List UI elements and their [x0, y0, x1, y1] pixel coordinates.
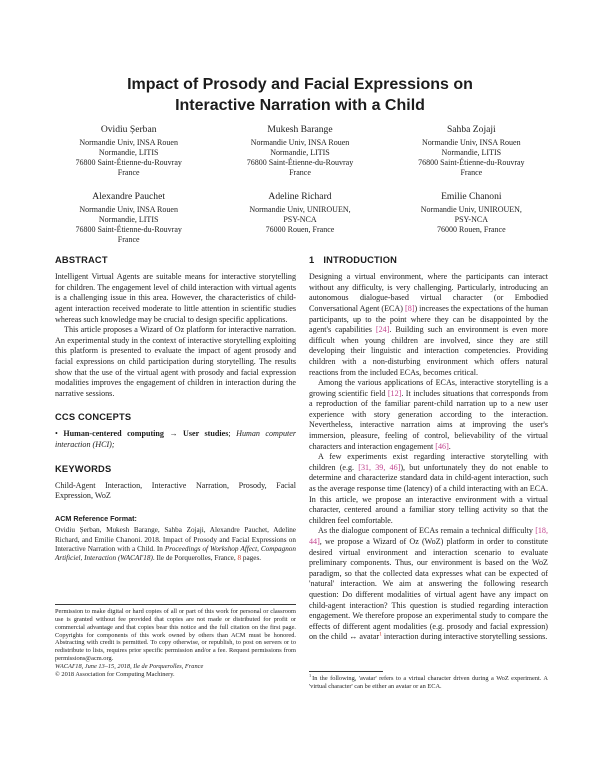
text-run: Among the various applications of ECAs, interactive storytelling is a growing scientific field — [309, 378, 548, 398]
section-heading-introduction — [309, 255, 548, 266]
text-run: ; — [228, 429, 237, 439]
section-heading-keywords: KEYWORDS — [55, 463, 112, 474]
acm-reference-heading: ACM Reference Format: — [55, 513, 137, 523]
text-run: ), but unfortunately they do not enable to determine and characterize standard data in child-agent interaction, such as the average response time (latency) of a child interacting with an ECA. In this article, we propose an interactive environment with a virtual character, centered around a familiar story telling activity so that the children feel comfortable. — [309, 462, 548, 525]
footnote-mark-link[interactable]: 1 — [379, 631, 382, 638]
abstract-paragraph: Intelligent Virtual Agents are suitable means for interactive storytelling for children. The engagement level of child interaction with virtual agents is a challenging issue in this area. However, the characteristics of child-agent interaction received moderate to little attention in scientific studies whereas such knowledge may be crucial to design specific applications. — [55, 272, 296, 324]
author-grid — [48, 124, 552, 245]
affiliation-line: Normandie Univ, INSA Rouen — [79, 137, 178, 147]
affiliation-line: 76800 Saint-Étienne-du-Rouvray — [246, 157, 354, 167]
footnote-mark: 1 — [309, 672, 312, 678]
paper-title — [0, 74, 600, 117]
permission-block — [55, 604, 296, 679]
permission-text: Permission to make digital or hard copies of all or part of this work for personal or classroom use is granted without fee provided that copies are not made or distributed for profit or commercial advantage and that copies bear this notice and the full citation on the first page. Copyrights for components of this work owned by others than ACM must be honored. Abstracting with credit is permitted. To copy otherwise, or republish, to post on servers or to redistribute to lists, requires prior specific permission and/or a fee. Request permissions from permissions@acm.org. — [55, 608, 296, 663]
citation-link[interactable]: [24] — [375, 325, 390, 335]
citation-link[interactable]: [12] — [387, 388, 402, 398]
right-column — [309, 255, 548, 643]
intro-paragraph — [309, 272, 548, 378]
left-column — [55, 255, 296, 563]
author-block — [219, 191, 380, 245]
intro-paragraph — [309, 378, 548, 452]
text-run: . Ile de Porquerolles, France, — [152, 553, 238, 562]
affiliation-line: Normandie, LITIS — [441, 147, 502, 157]
author-name: Emilie Chanoni — [441, 191, 502, 203]
citation-link[interactable]: [31, 39, 46] — [358, 462, 401, 472]
footnote-text: In the following, 'avatar' refers to a virtual character driven during a WoZ experiment. A 'virtual character' can be either an avatar or an ECA. — [309, 675, 548, 691]
affiliation-line: Normandie Univ, INSA Rouen — [79, 204, 178, 214]
section-heading-abstract: ABSTRACT — [55, 255, 108, 265]
affiliation-line: France — [289, 167, 311, 177]
text-run: pages. — [241, 553, 262, 562]
author-name: Ovidiu Șerban — [100, 124, 157, 135]
footnote-rule — [309, 671, 383, 672]
author-name: Mukesh Barange — [267, 124, 333, 135]
affiliation-line: 76000 Rouen, France — [265, 224, 335, 234]
paper-title-text: Impact of Prosody and Facial Expressions on Interactive Narration with a Child — [127, 76, 473, 115]
citation-link[interactable]: [46] — [435, 441, 449, 451]
affiliation-line: Normandie Univ, INSA Rouen — [250, 137, 350, 147]
text-run: Proceedings of Workshop Affect, Compagnon Artificiel, Interaction (WACAI'18) — [55, 544, 296, 562]
affiliation-line: 76800 Saint-Étienne-du-Rouvray — [75, 157, 182, 167]
author-block — [48, 191, 209, 245]
text-run: As the dialogue component of ECAs remain a technical difficulty — [318, 526, 536, 536]
ccs-concepts-line — [55, 429, 296, 450]
citation-link[interactable]: [18, 44] — [309, 526, 548, 546]
affiliation-line: Normandie, LITIS — [98, 147, 159, 157]
author-block — [391, 124, 552, 178]
text-run: A few experiments exist regarding interactive storytelling with children (e.g. — [309, 452, 548, 472]
affiliation-line: Normandie Univ, UNIROUEN, — [249, 204, 351, 214]
footnote-block — [309, 671, 548, 691]
affiliation-line: France — [460, 167, 483, 177]
author-block — [391, 191, 552, 245]
section-title: INTRODUCTION — [323, 255, 398, 265]
text-run: Designing a virtual environment, where the participants can interact without any difficulty, is very challenging. Particularly, introducing an autonomous dialogue-based virtual character (or Embodied Conversational Agent (ECA) — [309, 272, 548, 313]
acm-reference-text — [55, 526, 296, 563]
affiliation-line: Normandie Univ, UNIROUEN, — [420, 204, 522, 214]
affiliation-line: Normandie, LITIS — [98, 214, 159, 224]
author-affiliation — [219, 138, 380, 179]
affiliation-line: 76800 Saint-Étienne-du-Rouvray — [418, 157, 525, 167]
author-name: Alexandre Pauchet — [92, 191, 166, 203]
affiliation-line: 76000 Rouen, France — [436, 224, 506, 234]
affiliation-line: Normandie, LITIS — [270, 147, 330, 157]
copyright-line: © 2018 Association for Computing Machinery. — [55, 670, 175, 678]
page-count-link[interactable]: 8 — [237, 553, 242, 562]
author-block — [219, 124, 380, 178]
affiliation-line: France — [117, 235, 140, 245]
author-affiliation — [48, 205, 209, 246]
keywords-text: Child-Agent Interaction, Interactive Narration, Prosody, Facial Expression, WoZ — [55, 480, 296, 501]
author-name: Sahba Zojaji — [446, 124, 496, 135]
author-name: Adeline Richard — [268, 191, 332, 203]
text-run: User studies — [183, 429, 229, 439]
text-run: Human-centered computing — [63, 429, 164, 439]
conference-line: WACAI'18, June 13–15, 2018, Ile de Porquerolles, France — [55, 663, 204, 671]
affiliation-line: PSY-NCA — [283, 214, 317, 224]
text-run: → — [163, 429, 184, 439]
text-run: . It includes situations that corresponds from a reproduction of the familiar parent-child narration up to a new user experience with story generation according to the interaction. Nevertheless, interactive narration aims at improving the user's immersion, pleasure, feeling of control, believability of the virtual characters and interaction engagement — [309, 388, 548, 451]
text-run: . Building such an environment is even more difficult when young children are involved, since they are still developing their linguistic and interaction competencies. Providing children with a non-disturbing environment which offers natural reactions from the included ECAs, becomes critical. — [309, 325, 548, 377]
text-run: interaction during interactive storytelling sessions. — [381, 632, 548, 642]
abstract-paragraph: This article proposes a Wizard of Oz platform for interactive narration. An experimental study in the context of interactive storytelling exploiting this platform is presented to evaluate the impact of agent prosody and facial expressions on child participation during storytelling. The results show that the use of the virtual agent with prosody and facial expression modalities improves the engagement of children in interaction during the narrative sessions. — [55, 325, 296, 398]
author-affiliation — [391, 205, 552, 235]
section-heading-ccs: CCS CONCEPTS — [55, 412, 132, 423]
intro-paragraph — [309, 452, 548, 526]
affiliation-line: France — [117, 167, 140, 177]
affiliation-line: 76800 Saint-Étienne-du-Rouvray — [75, 224, 182, 234]
affiliation-line: PSY-NCA — [454, 214, 488, 224]
text-run: Human computer interaction (HCI); — [55, 429, 296, 450]
text-run: • — [55, 429, 64, 439]
author-affiliation — [48, 138, 209, 179]
section-number: 1 — [309, 255, 315, 265]
text-run: . — [448, 441, 451, 451]
text-run: , we propose a Wizard of Oz (WoZ) platform in order to constitute desired virtual environment and interaction scenario to evaluate preliminary components. Thus, our environment is based on the WoZ paradigm, so that the collected data expresses what can be expected of 'natural' interaction. We aim at answering the following research question: Do different modalities of virtual agent have any impact on child-agent interaction? This question is studied regarding interaction engagement. We therefore propose an experimental study to compare the effects of different agent modalities (e.g. prosody and facial expression) on the child ↔ avatar — [309, 537, 548, 642]
author-block — [48, 124, 209, 178]
affiliation-line: Normandie Univ, INSA Rouen — [422, 137, 521, 147]
citation-link[interactable]: [8] — [405, 303, 415, 313]
text-run: Ovidiu Șerban, Mukesh Barange, Sahba Zojaji, Alexandre Pauchet, Adeline Richard, and Emilie Chanoni. 2018. Impact of Prosody and Facial Expressions on Interactive Narration with a Child. In — [55, 526, 296, 553]
text-run: ) increases the expectations of the human participants, up to the point where they can be disappointed by the agent's capabilities — [309, 303, 549, 335]
intro-paragraph — [309, 526, 548, 643]
author-affiliation — [219, 205, 380, 235]
author-affiliation — [391, 138, 552, 179]
